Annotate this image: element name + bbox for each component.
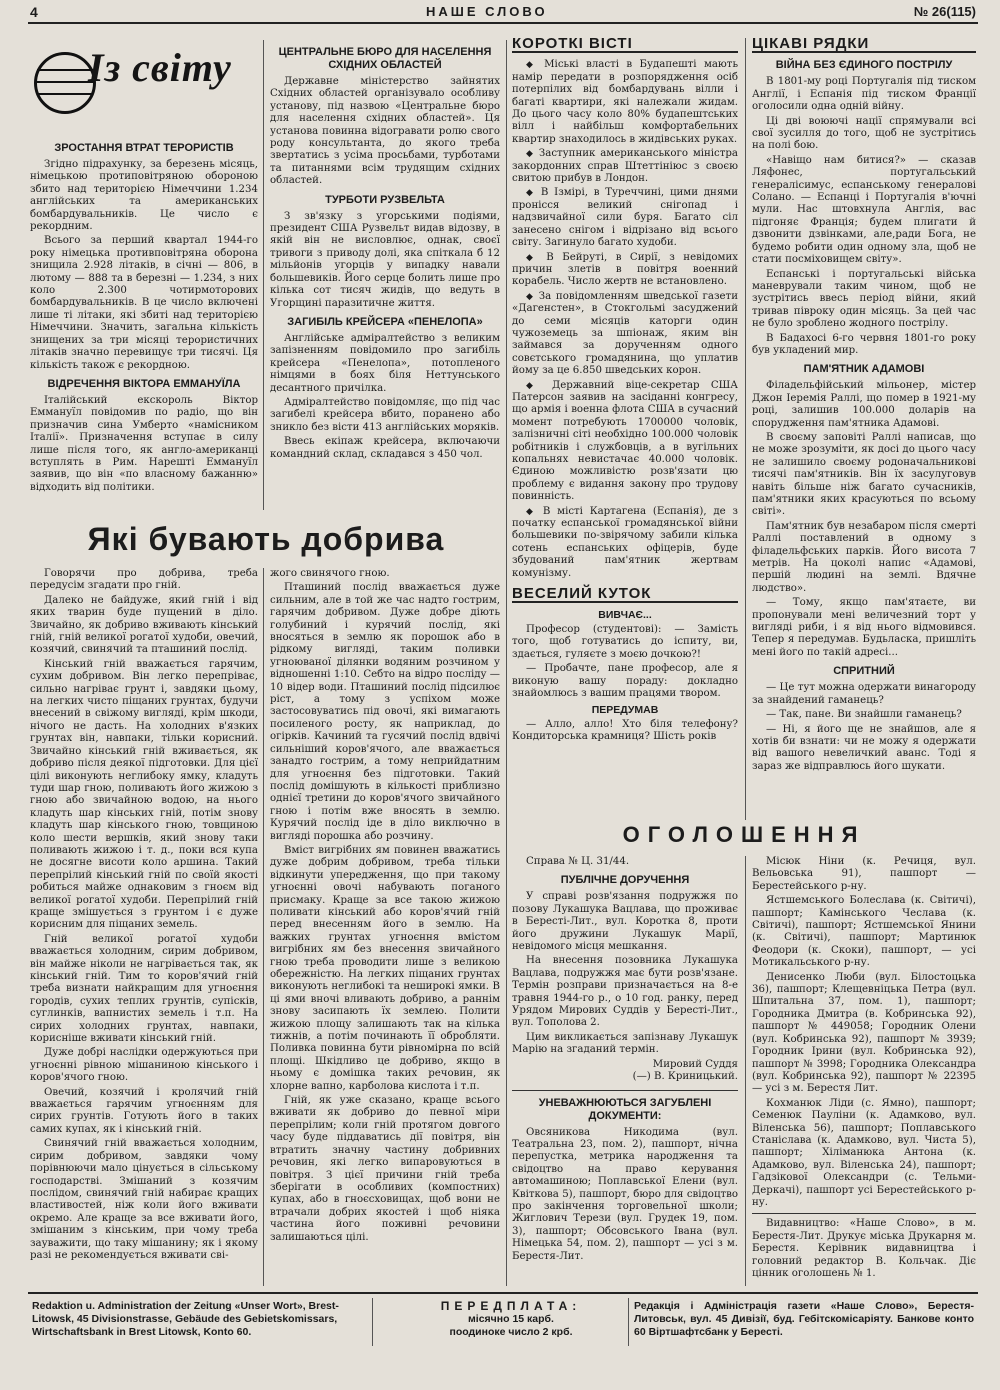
article-text: З зв'язку з угорськими подіями, президент США Рузвельт видав відозву, в якій він не висловлює, однак, своєї тривоги з приводу долі, яка спіткала б 12 мільйонів угорців у випадку навали большевиків. Його серце болить лише про кілька сот тисяч жидів, що ведуть в Угорщині паразитичне життя. xyxy=(270,210,500,309)
section-logo xyxy=(30,40,256,132)
article-text: Італійський екскороль Віктор Еммануїл повідомив по радіо, що він призначив сина Умберто «намісником Італії». Призначення вступає в силу лише після того, як англо-американці вступлять в Рим. Нарешті Еммануїл заявив, що він «по власному бажанню» відходить від політики. xyxy=(30,394,258,493)
article-text: Гній, як уже сказано, краще всього вживати як добриво до певної міри перепрілим; коли гній протягом довгого часу буде піддаватись дії повітря, він втратить значну частину добривних речовин, які легко випаровуються в повітря. З цієї причини гній треба зберігати в особливих (компостних) купах, або в гноєсховищах, щоб вони не втрачали добрих якостей і щоб ніяка частина його поживні речовини залишаються цілі. xyxy=(270,1095,500,1243)
feature-column-right xyxy=(270,568,500,1286)
article-text: Ці дві воюючі нації спрямували всі свої зусилля до того, щоб не зустрітись на полі бою. xyxy=(752,115,976,152)
ad-text: Денисенко Люби (вул. Білостоцька 36), пашпорт; Клещевніцька Петра (вул. Шпитальна 37, пом. 1), пашпорт; Городника Дмитра (в. Кобринська 92), пашпорт № 449058; Городник Олени (вул. Кобринська 92), пашпорт № 3939; Городник Ірини (вул. Кобринська 92), пашпорт № 3998; Городника Олександра (вул. Кобринська 92), пашпорт № 22395 — усі з м. Берестя Лит. xyxy=(752,971,976,1095)
headline-war-without-shot: ВІЙНА БЕЗ ЄДИНОГО ПОСТРІЛУ xyxy=(775,59,953,72)
article-text: Ввесь екіпаж крейсера, включаючи командний склад, складався з 450 чол. xyxy=(270,436,500,460)
signature-name: (—) В. Криницький. xyxy=(632,1071,738,1083)
article-text: — Це тут можна одержати винагороду за знайдений гаманець? xyxy=(752,682,976,706)
section-title-short-news: КОРОТКІ ВІСТІ xyxy=(512,38,738,53)
headline-central-bureau: ЦЕНТРАЛЬНЕ БЮРО ДЛЯ НАСЕЛЕННЯ СХІДНИХ ОБЛАСТЕЙ xyxy=(278,46,492,71)
page-footer xyxy=(28,1292,978,1350)
column-3 xyxy=(512,38,738,814)
joke-text: — Пробачте, пане професор, але я виконую вашу пораду: докладно знайомлюсь з вашим працями твором. xyxy=(512,663,738,699)
signature-title: Мировий Суддя xyxy=(652,1058,738,1070)
news-item: ◆ В Бейруті, в Сирії, з невідомих причин злетів в повітря военний корабель. Число жертв не встановлено. xyxy=(512,252,738,289)
subscription-monthly: місячно 15 карб. xyxy=(468,1313,554,1325)
headline-lost-documents: УНЕВАЖНЮЮТЬСЯ ЗАГУБЛЕНІ ДОКУМЕНТИ: xyxy=(538,1096,712,1122)
article-text: Згідно підрахунку, за березень місяць, німецькою протиповітряною обороною збито над територією Німеччини 1.234 англійських та американських бомбардувальників. Це число є рекордним. xyxy=(30,159,258,233)
article-text: Вміст вигрібних ям повинен вважатись дуже добрим добривом, треба тільки відкинути упередження, що при такому угноєнні овочі набувають поганого присмаку. Краще за все такою жижою поливати кінський або коров'ячий гній перед внесенням його в землю. На важких грунтах угноєння вмістом вигрібних ям без внесення звичайного гною треба проводити лише з великою обережністю. На легких піщаних грунтах виконують неглибокі та неширокі ямки. В ці ями вночі вливають добриво, а раннім знову засипають їх землею. Полити жижою площу залишають так на кілька тижнів, а потім починають її обробляти. Поливка повинна бути рівномірна по всій площі. Шкідливо це добриво, якщо в ньому є домішка таких речовин, як хлорне вапно, карболова кислота і т.п. xyxy=(270,844,500,1092)
case-number: Справа № Ц. 31/44. xyxy=(526,856,630,867)
article-text: — Тому, якщо пам'ятаєте, ви пропонували мені величезний торт у вигляді риби, і я від нього відмовився. Тепер я передумав. Будьласка, пришліть мені його по такій адресі... xyxy=(752,597,976,658)
headline-penelope: ЗАГИБІЛЬ КРЕЙСЕРА «ПЕНЕЛОПА» xyxy=(287,315,483,328)
article-text: В своєму заповіті Раллі написав, що не може зрозуміти, як досі до цього часу не залишило своєму родоначальникові тисячі пам'ятників. Він їх засулуговув навіть більше ніж багато сучасників, пам'ятники яких красуються по всьому світі». xyxy=(752,431,976,518)
article-text: Овечий, козячий і кролячий гній вважається гарячим угноєнням для сирих грунтів. Готують його в таких самих купах, як і кінський гній. xyxy=(30,1086,258,1135)
article-text: Пташиний послід вважається дуже сильним, але в той же час надто гострим, гарячим добривом. Дуже добре діють голубиний і курячий послід, які вносяться в землю як порошок або в рідкому вигляді, таким поливки угноюваної ділянки водяним розчином у відношенні 1:10. Себто на відро посліду — 10 відер води. Пташиний послід підсилює ріст, а тому з успіхом може застосовуватись під овочі, які вимагають посиленого росту, як наприклад, до огірків. Качиний та гусячий послід вдвічі сильніший коров'ячого, але вважається занадто гострим, а тому неприйдатним для угноєння без підготовки. Такий послід домішують в кількості приблизно однієї третини до коров'ячого звичайного гною і потім вже вносять в землю. Курячий послід іде в діло виключно в вигляді порошка або розчину. xyxy=(270,582,500,842)
subscription-single: поодиноке число 2 крб. xyxy=(449,1326,573,1338)
column-2 xyxy=(270,40,500,510)
ad-text: Овсяникова Никодима (вул. Театральна 23, пом. 2), пашпорт, нічна перепустка, метрика народження та свідоцтво на право керування автомашиною; Поплавської Елени (вул. Квіткова 5), пашпорт, бюро для свідоцтво про закінчення торговельної школи; Жиглович Терези (вул. Грудек 19, пом. 3), пашпорт; Обсовського Івана (вул. Німецька 54, пом. 2), пашпорт — усі з м. Берестя-Лит. xyxy=(512,1126,738,1262)
headline-clever: СПРИТНИЙ xyxy=(833,665,895,678)
article-text: В 1801-му році Португалія під тиском Англії, і Еспанія під тиском Франції оголосили одна одній війну. xyxy=(752,76,976,113)
page-header xyxy=(28,4,978,24)
article-text: Філадельфійський мільонер, містер Джон Іеремія Раллі, що помер в 1921-му році, залишив 100.000 доларів на спорудження пам'ятника Адамові. xyxy=(752,380,976,429)
joke-title: ВИВЧАЄ... xyxy=(598,609,652,622)
headline-adam-monument: ПАМ'ЯТНИК АДАМОВІ xyxy=(803,363,925,376)
section-title-humor: ВЕСЕЛИЙ КУТОК xyxy=(512,588,738,603)
article-text: В Бадахосі 6-го червня 1801-го року був укладений мир. xyxy=(752,332,976,356)
article-text: Свинячий гній вважається холодним, сирим добривом, завдяки чому порівнюючи мало цінується в сільському господарстві. Змішаний з козячим послідом, свинячий гній набирає кращих властивостей, ніж коли його вживати окремо. Але краще за все вживати його, змішаним з кінським, при чому треба зауважити, що таку мішанину; як і якому разі не рекомендується вживати сві- xyxy=(30,1138,258,1261)
headline-terror-losses: ЗРОСТАННЯ ВТРАТ ТЕРОРИСТІВ xyxy=(54,142,234,154)
news-item: ◆ В Ізмірі, в Туреччині, цими днями пронісся великий снігопад і надзвичайної сили буря. Багато сіл занесено снігом і відрізано від всього світу. Загинуло багато худоби. xyxy=(512,187,738,249)
article-text: Англійське адміралтейство з великим запізненням повідомило про загибіль крейсера «Пенелопа», потопленого німцями в боях біля Неттунського десантного причілка. xyxy=(270,332,500,394)
logo-text: Із світу xyxy=(88,45,232,90)
footer-german-imprint: Redaktion u. Administration der Zeitung «Unser Wort», Brest-Litowsk, 45 Divisionstrasse, Gebäude des Gebietskomissars, Wirtschaftsbank in Brest Litowsk, Konto 60. xyxy=(32,1300,339,1338)
joke-text: — Алло, алло! Хто біля телефону? Кондиторська крамниця? Шість років xyxy=(512,718,738,743)
article-text: Далеко не байдуже, який гній і від яких тварин буде пущений в діло. Звичайно, як добриво вживають кінський гній, гній великої рогатої худоби, овечий, козячий, свинячий та пташиний послід. xyxy=(30,594,258,656)
footer-ukrainian-imprint: Редакція і Адміністрація газети «Наше Слово», Берестя-Литовськ, вул. 45 Дивізії, буд. Гебітскомісаріяту. Банкове конто 60 Віртшафтсбанк у Бересті. xyxy=(634,1300,974,1338)
article-text: жого свинячого гною. xyxy=(270,568,390,579)
footer-subscription xyxy=(406,1300,616,1339)
announcements-title: ОГОЛОШЕННЯ xyxy=(622,822,866,847)
issue-number: № 26(115) xyxy=(913,4,976,19)
page-number: 4 xyxy=(30,4,38,20)
article-text: Всього за перший квартал 1944-го року німецька противповітряна оборона знищила 2.928 літаків, в січні — 806, в лютому — 888 та в березні — 1.234, з них коло 2.300 чотирмоторових бомбардувальників. В це число включені лише ті літаки, які збиті над територією Німеччини. Значить, загальна кількість знищених за три місяці терористичних літаків значно перевищує три тисячі. Ця кількість також є рекордною. xyxy=(30,235,258,371)
article-text: Говорячи про добрива, треба передусім згадати про гній. xyxy=(30,568,258,592)
headline-abdication: ВІДРЕЧЕННЯ ВІКТОРА ЕММАНУЇЛА xyxy=(47,377,241,390)
news-item: ◆ За повідомленням шведської газети «Дагенстен», в Стокгольмі засуджений до семи місяців каторги один чужоземець за шпіонаж, яким він займався за дорученням одного совєтського громадянина, що уплатив йому за це 6.850 шведських корон. xyxy=(512,291,738,378)
ad-text: На внесення позовника Лукашука Вацлава, подружжя має бути розв'язане. Термін розправи призначається на 8-е травня 1944-го р., о 10 год. ранку, перед Урядом Мирових Суддів у Бересті-Лит., вул. Тополова 2. xyxy=(512,955,738,1029)
ad-text: Місюк Ніни (к. Речиця, вул. Вельовська 91), пашпорт — Берестейського р-ну. xyxy=(752,856,976,892)
announcements-left xyxy=(512,856,738,1286)
column-1 xyxy=(30,136,258,508)
section-title-interesting: ЦІКАВІ РЯДКИ xyxy=(752,38,976,53)
ad-text: Кохманюк Ліди (с. Ямно), пашпорт; Семенюк Пауліни (к. Адамково, вул. Віленська 56), пашпорт; Поплавського Станіслава (к. Адамково, вул. Чиста 5), пашпорт; Хіліманюка Антона (к. Адамково, вул. Віленська 24), пашпорт; Гадзікової Олександри (с. Тельми-Деркачі), пашпорт усі Берестейського р-ну. xyxy=(752,1097,976,1208)
announcements-right xyxy=(752,856,976,1286)
imprint: Видавництво: «Наше Слово», в м. Берестя-Лит. Друкує міська Друкарня м. Берестя. Керівник видавництва і головний редактор В. Кольчак. Діє цінник оголошень № 1. xyxy=(752,1218,976,1279)
feature-headline: Які бувають добрива xyxy=(87,521,445,557)
news-item: ◆ Заступник американського міністра закордонних справ Штеттініюс з своєю свитою прибув в Лондон. xyxy=(512,148,738,185)
news-item: ◆ Державний віце-секретар США Патерсон заявив на засіданні конгресу, що армія і военна флота США в сучасний момент потребують 1700000 чоловік, залізничні сіті необхідно 100.000 чоловік робітників і службовців, а в вугільних копальнях невистачає 40.000 чоловік. Єдиною можливістю розв'язати цю проблему є видання закону про трудову повинність. xyxy=(512,380,738,504)
article-text: Пам'ятник був незабаром після смерті Раллі поставлений в одному з філадельфських парків. Його висота 7 метрів. На цоколі напис «Адамові, першій людині на землі. Вдячне людство». xyxy=(752,520,976,594)
article-text: Дуже добрі наслідки одержуються при угноєнні рівною мішаниною кінського і коров'ячого гною. xyxy=(30,1047,258,1084)
article-text: — Так, пане. Ви знайшли гаманець? xyxy=(766,709,962,721)
column-4 xyxy=(752,38,976,820)
article-text: Гній великої рогатої худоби вважається холодним, сирим добривом, він майже ніколи не нагрівається так, як кінський гній. Тим то коров'ячий гній треба визнати найкращим для угноєння городів, сухих теплих грунтів, супісків, суглинків, вапнистих земель і т.п. На сирих холодних грунтах, навпаки, корисніше вживати кінський гній. xyxy=(30,933,258,1045)
article-text: Кінський гній вважається гарячим, сухим добривом. Він легко перепріває, сильно нагріває грунт і, завдяки цьому, на легких чисто піщаних грунтах, будучи внесений в свіжому вигляді, крім шкоди, нічого не дасть. На холодних в'язких грунтах він, навпаки, тільки корисний. Звичайно кінський гній вживається, як добриво після деякої підготовки. Для цієї цілі виконують неглибоку ямку, кладуть туди шар гною, поливають його жижою з гною або звичайною водою, на нього кладуть шар кінських гній, потім знову кладуть шар кінського гною, товщиною коло шести вершків, який знову таки поливають жижою і т. д., поки вся купа не досягне висоти коло аршина. Такий перепрілий кінський гній по своїй якості робиться майже однаковим з гноєм від великої рогатої худоби. Перепрілий гній краще змішується з грунтом і є дуже корисним для піщаних земель. xyxy=(30,658,258,931)
ad-text: У справі розв'язання подружжя по позову Лукашука Вацлава, що проживає в Бересті-Лит., вул. Коротка 8, проти його дружини Лукашук Марії, невідомого місця мешкання. xyxy=(512,891,738,953)
headline-public-notice: ПУБЛІЧНЕ ДОРУЧЕННЯ xyxy=(560,874,690,887)
joke-title: ПЕРЕДУМАВ xyxy=(591,704,659,717)
article-text: Еспанські і португальські війська маневрували таким чином, щоб не зустрітись ввесь період війни, який тривав півроку один місяць. За цей час не було зроблено жодного пострілу. xyxy=(752,268,976,330)
globe-icon xyxy=(34,52,96,114)
article-text: — Ні, я його ще не знайшов, але я хотів би взнати: чи не можу я одержати від вашого невеличкий аванс. Тоді я зараз же відправлюсь його шукати. xyxy=(752,723,976,772)
article-text: Адміралтейство повідомляє, що під час загибелі крейсера вбито, поранено або зникло без вісти 413 англійських моряків. xyxy=(270,396,500,433)
article-text: Державне міністерство зайнятих Східних областей організувало особливу установу, під назвою «Центральне бюро для населення східних областей». Ця установа повинна відогравати ролю свого роду консультанта, до якого треба звертатись з усіма просьбами, турботами та питаннями всім трудящим східних областей. xyxy=(270,76,500,187)
article-text: «Навіщо нам битися?» — сказав Ляфонес, португальський генералісимус, еспанському генералові Солано. — Еспанці і Португалія в'ючні мули. Нас штовхнула Англія, вас підгоняє Франція; будем плигати й дзвонити дзвінками, але,ради Бога, не будемо робити один одному зла, щоб не стати посміховищем світу». xyxy=(752,154,976,266)
subscription-title: ПЕРЕДПЛАТА: xyxy=(440,1299,582,1313)
joke-text: Професор (студентові): — Замість того, щоб готуватись до іспиту, ви, здається, гуляєте з моєю дочкою?! xyxy=(512,623,738,660)
headline-roosevelt: ТУРБОТИ РУЗВЕЛЬТА xyxy=(325,193,445,206)
news-item: ◆ Міські власті в Будапешті мають намір передати в розпорядження осіб потерпілих від бомбардувань вілли і багаті квартири, які належали жидам. До цього часу коло 80% будапештських вілл і найбільш комфортабельних квартир знаходилось в жидівських руках. xyxy=(512,59,738,146)
paper-name: НАШЕ СЛОВО xyxy=(426,4,548,19)
ad-text: Ястшемського Болеслава (к. Світичі), пашпорт; Камінського Чеслава (к. Світичі), пашпорт; Ястшемської Янини (к. Світичі), пашпорт; Мартинюк Феодори (к. Скоки), пашпорт, — усі Мотикальського р-ну. xyxy=(752,895,976,969)
news-item: ◆ В місті Картагена (Еспанія), де з початку еспанської громадянської війни большевики по-звірячому забили кілька сотень еспанських офіцерів, буде збудований пам'ятник жертвам комунізму. xyxy=(512,506,738,580)
feature-column-left xyxy=(30,568,258,1286)
ad-text: Цим викликається запізнаву Лукашук Марію на згаданий термін. xyxy=(512,1031,738,1056)
